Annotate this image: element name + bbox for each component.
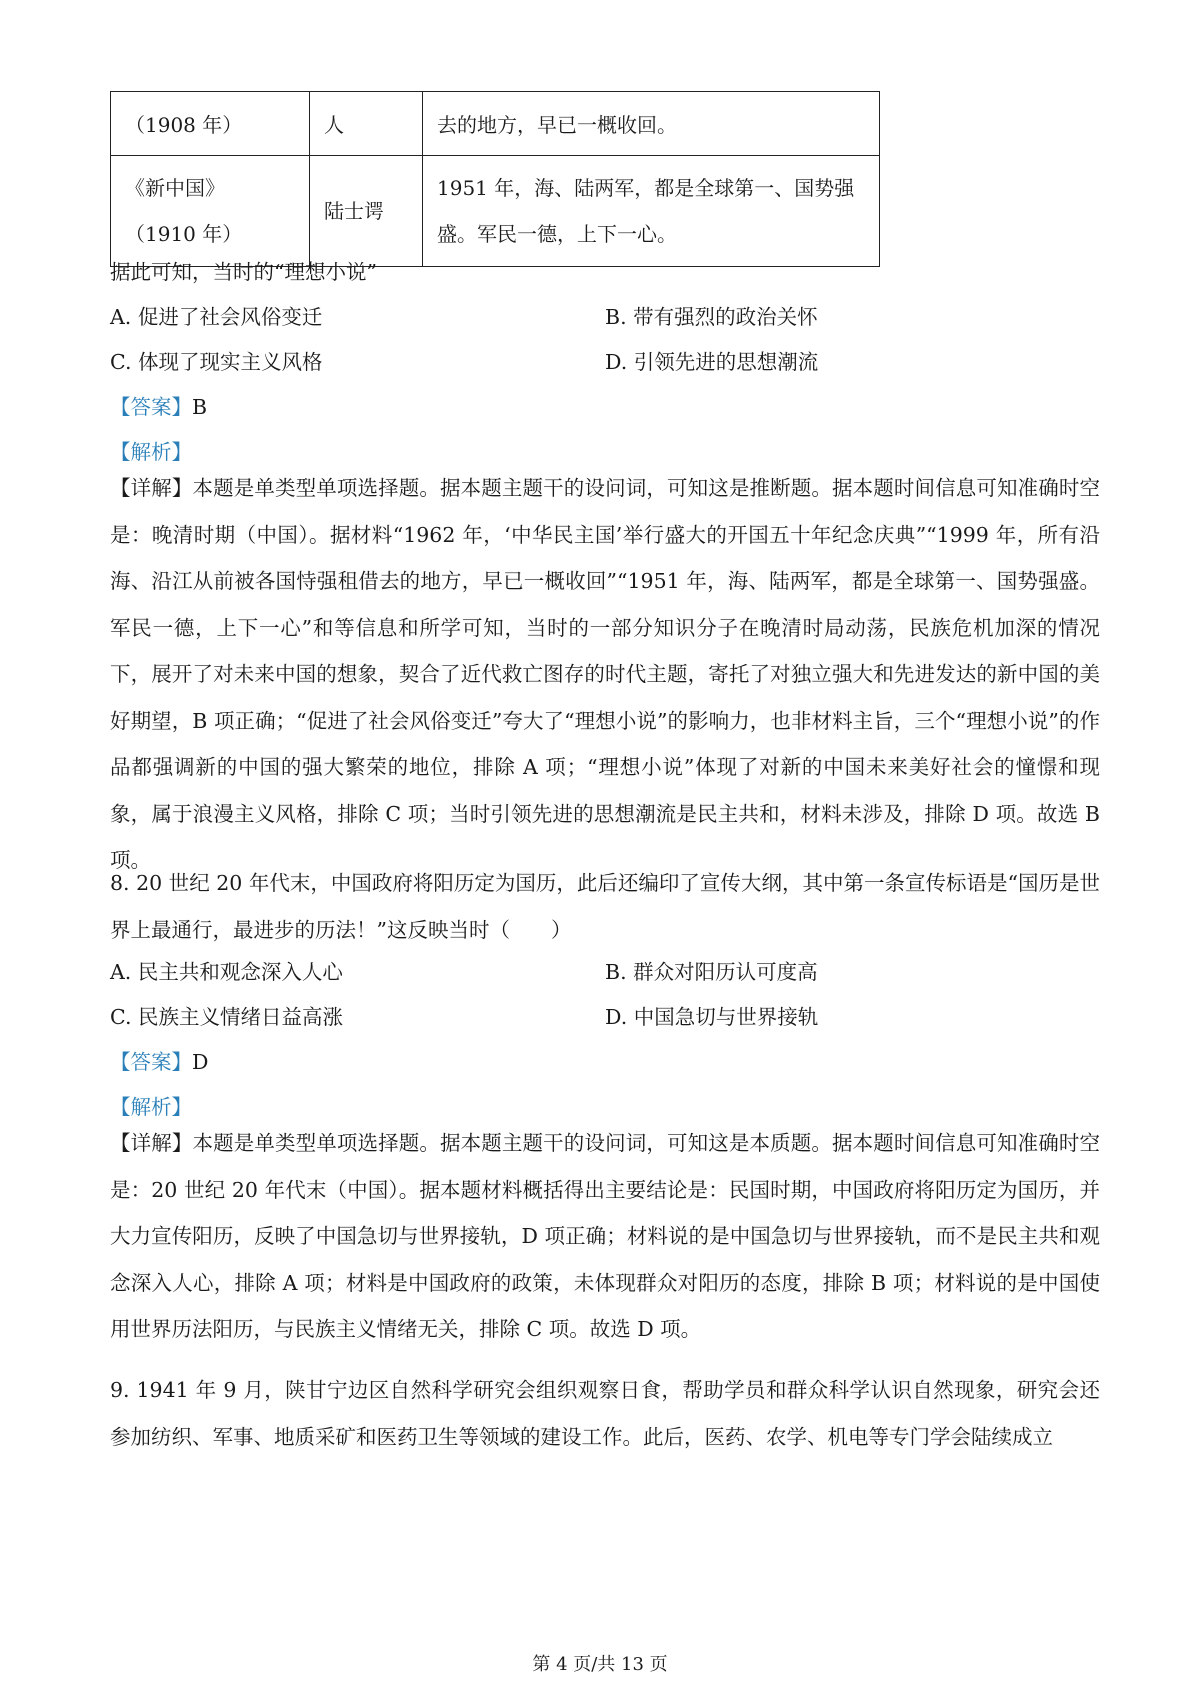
table-cell-content: 去的地方，早已一概收回。 xyxy=(423,92,880,156)
book-year: （1910 年） xyxy=(125,222,243,246)
q8-option-a: A. 民主共和观念深入人心 xyxy=(110,960,343,984)
detail-tag: 【详解】 xyxy=(110,476,193,500)
table-cell-title xyxy=(111,156,310,267)
detail-text: 本题是单类型单项选择题。据本题主题干的设问词，可知这是本质题。据本题时间信息可知准确时空是：20 世纪 20 年代末（中国）。据本题材料概括得出主要结论是：民国时期，中国政府将阳历定为国历，并大力宣传阳历，反映了中国急切与世界接轨，D 项正确；材料说的是中国急切与世界接轨，而不是民主共和观念深入人心，排除 A 项；材料是中国政府的政策，未体现群众对阳历的态度，排除 B 项；材料说的是中国使用世界历法阳历，与民族主义情绪无关，排除 C 项。故选 D 项。 xyxy=(110,1131,1101,1341)
table-cell-title: （1908 年） xyxy=(111,92,310,156)
content-line: 盛。军民一德，上下一心。 xyxy=(437,222,677,246)
q8-analysis-tag: 【解析】 xyxy=(110,1095,192,1119)
table-cell-author: 人 xyxy=(310,92,423,156)
q7-option-b: B. 带有强烈的政治关怀 xyxy=(605,305,818,329)
book-title: 《新中国》 xyxy=(125,176,225,200)
q8-stem: 8. 20 世纪 20 年代末，中国政府将阳历定为国历，此后还编印了宣传大纲，其中第一条宣传标语是“国历是世界上最通行，最进步的历法！”这反映当时（ ） xyxy=(110,871,1100,942)
answer-value: B xyxy=(192,395,208,419)
q7-option-c: C. 体现了现实主义风格 xyxy=(110,350,323,374)
q7-option-d: D. 引领先进的思想潮流 xyxy=(605,350,819,374)
q9-stem: 9. 1941 年 9 月，陕甘宁边区自然科学研究会组织观察日食，帮助学员和群众科学认识自然现象，研究会还参加纺织、军事、地质采矿和医药卫生等领域的建设工作。此后，医药、农学、机电等专门学会陆续成立 xyxy=(110,1378,1100,1449)
q8-option-c: C. 民族主义情绪日益高涨 xyxy=(110,1005,343,1029)
answer-tag: 【答案】 xyxy=(110,395,192,419)
q7-option-a: A. 促进了社会风俗变迁 xyxy=(110,305,323,329)
q7-detail xyxy=(110,465,1100,884)
material-table xyxy=(110,91,880,267)
table-cell-author: 陆士谔 xyxy=(310,156,423,267)
answer-value: D xyxy=(192,1050,209,1074)
detail-tag: 【详解】 xyxy=(110,1131,193,1155)
q8-answer xyxy=(110,1045,208,1075)
q7-stem: 据此可知，当时的“理想小说” xyxy=(110,260,377,284)
table-cell-content xyxy=(423,156,880,267)
q8-detail xyxy=(110,1120,1100,1353)
q8-option-b: B. 群众对阳历认可度高 xyxy=(605,960,818,984)
page-footer: 第 4 页/共 13 页 xyxy=(532,1654,668,1675)
q7-analysis-tag: 【解析】 xyxy=(110,440,192,464)
q8-option-d: D. 中国急切与世界接轨 xyxy=(605,1005,819,1029)
q7-answer xyxy=(110,390,207,420)
detail-text: 本题是单类型单项选择题。据本题主题干的设问词，可知这是推断题。据本题时间信息可知准确时空是：晚清时期（中国）。据材料“1962 年，‘中华民主国’举行盛大的开国五十年纪念庆典”“1999 年，所有沿海、沿江从前被各国恃强租借去的地方，早已一概收回”“1951 年，海、陆两军，都是全球第一、国势强盛。军民一德，上下一心”和等信息和所学可知，当时的一部分知识分子在晚清时局动荡，民族危机加深的情况下，展开了对未来中国的想象，契合了近代救亡图存的时代主题，寄托了对独立强大和先进发达的新中国的美好期望，B 项正确；“促进了社会风俗变迁”夸大了“理想小说”的影响力，也非材料主旨，三个“理想小说”的作品都强调新的中国的强大繁荣的地位，排除 A 项；“理想小说”体现了对新的中国未来美好社会的憧憬和现象，属于浪漫主义风格，排除 C 项；当时引领先进的思想潮流是民主共和，材料未涉及，排除 D 项。故选 B 项。 xyxy=(110,476,1101,872)
content-line: 1951 年，海、陆两军，都是全球第一、国势强 xyxy=(437,176,855,200)
answer-tag: 【答案】 xyxy=(110,1050,192,1074)
table-row xyxy=(111,92,880,156)
table-row xyxy=(111,156,880,267)
